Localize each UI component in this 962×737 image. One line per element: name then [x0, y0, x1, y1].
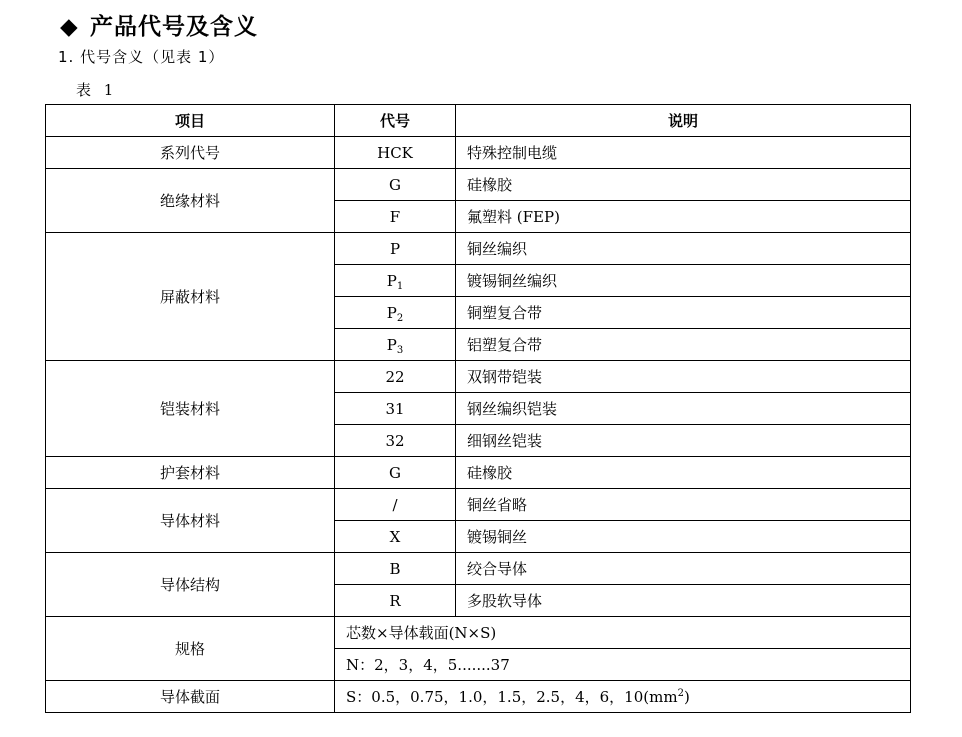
code-letter: P [386, 303, 397, 322]
title-text: 产品代号及含义 [90, 14, 258, 40]
code-cell: 31 [335, 393, 456, 425]
code-letter: P [386, 271, 397, 290]
code-cell: / [335, 489, 456, 521]
cross-section-values [335, 681, 911, 713]
code-cell [335, 329, 456, 361]
desc-cell: 特殊控制电缆 [456, 137, 911, 169]
code-subscript: 3 [396, 344, 404, 356]
code-cell: X [335, 521, 456, 553]
table-row [46, 681, 911, 713]
code-cell: P [335, 233, 456, 265]
desc-cell: 细钢丝铠装 [456, 425, 911, 457]
desc-cell: 氟塑料 (FEP) [456, 201, 911, 233]
diamond-bullet-icon: ◆ [60, 14, 79, 40]
code-cell: B [335, 553, 456, 585]
code-letter: P [386, 335, 397, 354]
code-meaning-table [45, 104, 911, 713]
page-title [60, 8, 258, 41]
desc-cell: 多股软导体 [456, 585, 911, 617]
item-conductor-structure: 导体结构 [46, 553, 335, 617]
table-caption: 表 1 [76, 81, 118, 99]
code-cell: 32 [335, 425, 456, 457]
desc-cell: 铜丝省略 [456, 489, 911, 521]
table-row [46, 169, 911, 201]
table-row [46, 361, 911, 393]
table-row [46, 553, 911, 585]
table-row [46, 137, 911, 169]
table-row [46, 233, 911, 265]
spec-line-1: 芯数×导体载面(N×S) [335, 617, 911, 649]
table-row [46, 457, 911, 489]
table-header-row [46, 105, 911, 137]
table-row [46, 617, 911, 649]
section-heading: 1. 代号含义（见表 1） [58, 48, 225, 66]
desc-cell: 铝塑复合带 [456, 329, 911, 361]
item-cross-section: 导体截面 [46, 681, 335, 713]
item-sheath: 护套材料 [46, 457, 335, 489]
desc-cell: 铜丝编织 [456, 233, 911, 265]
desc-cell: 镀锡铜丝编织 [456, 265, 911, 297]
desc-cell: 硅橡胶 [456, 457, 911, 489]
item-conductor-material: 导体材料 [46, 489, 335, 553]
code-cell [335, 265, 456, 297]
header-desc: 说明 [456, 105, 911, 137]
desc-cell: 铜塑复合带 [456, 297, 911, 329]
desc-cell: 钢丝编织铠装 [456, 393, 911, 425]
desc-cell: 双钢带铠装 [456, 361, 911, 393]
desc-cell: 绞合导体 [456, 553, 911, 585]
header-item: 项目 [46, 105, 335, 137]
item-series: 系列代号 [46, 137, 335, 169]
code-cell: F [335, 201, 456, 233]
code-cell: G [335, 457, 456, 489]
spec-line-2: N：2，3，4，5.......37 [335, 649, 911, 681]
cross-section-text: S：0.5，0.75，1.0，1.5，2.5，4，6，10(mm [346, 687, 678, 706]
code-cell: HCK [335, 137, 456, 169]
item-insulation: 绝缘材料 [46, 169, 335, 233]
cross-section-close: ) [683, 687, 690, 706]
header-code: 代号 [335, 105, 456, 137]
code-cell: R [335, 585, 456, 617]
item-shield: 屏蔽材料 [46, 233, 335, 361]
item-spec: 规格 [46, 617, 335, 681]
code-subscript: 1 [396, 280, 404, 292]
item-armor: 铠装材料 [46, 361, 335, 457]
desc-cell: 镀锡铜丝 [456, 521, 911, 553]
code-cell: 22 [335, 361, 456, 393]
code-subscript: 2 [396, 312, 404, 324]
desc-cell: 硅橡胶 [456, 169, 911, 201]
table-row [46, 489, 911, 521]
code-cell: G [335, 169, 456, 201]
unit-superscript: 2 [677, 687, 684, 699]
code-cell [335, 297, 456, 329]
